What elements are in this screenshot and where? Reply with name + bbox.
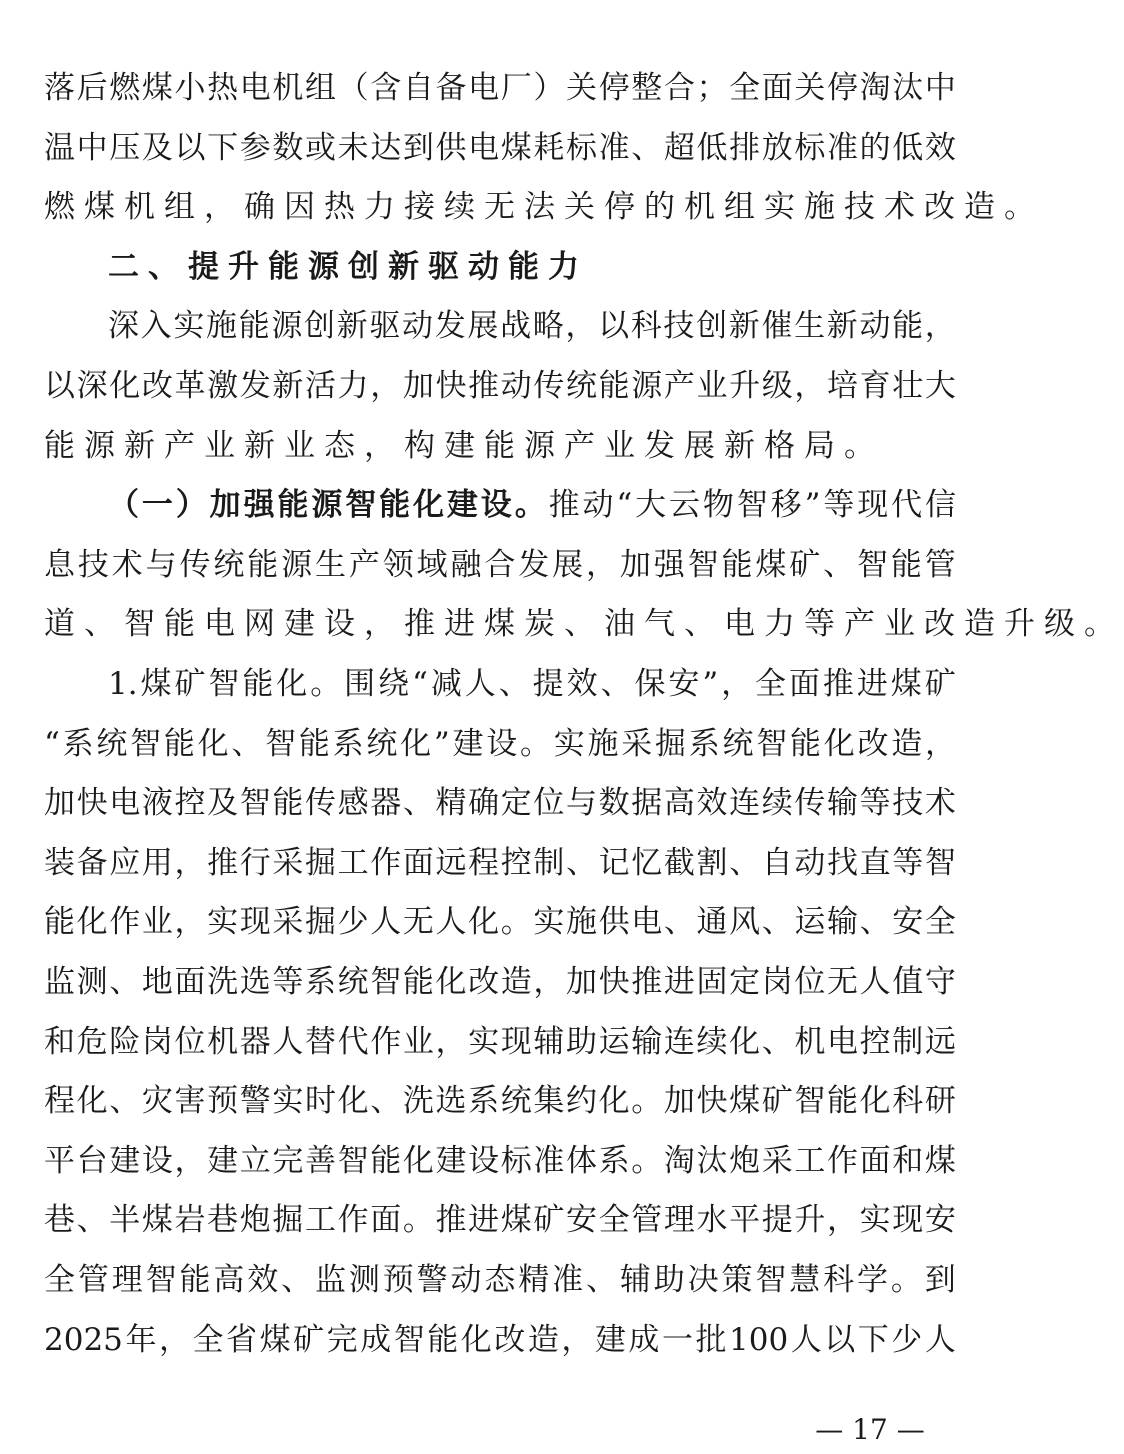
text-line: 能 源 新 产 业 新 业 态 ， 构 建 能 源 产 业 发 展 新 格 局 。 — [44, 427, 884, 464]
text-line: 巷 、 半 煤 岩 巷 炮 掘 工 作 面 。 推 进 煤 矿 安 全 管 理 水 平 提 升 ， 实 现 安 — [44, 1202, 956, 1239]
section-heading: 二 、 提 升 能 源 创 新 驱 动 能 力 — [108, 248, 588, 285]
text-line: 平 台 建 设 ， 建 立 完 善 智 能 化 建 设 标 准 体 系 。 淘 汰 炮 采 工 作 面 和 煤 — [44, 1142, 956, 1179]
text-line: （ 一 ） 加 强 能 源 智 能 化 建 设 。 推 动 “ 大 云 物 智 移 ” 等 现 代 信 — [108, 487, 956, 524]
text-line: 装 备 应 用 ， 推 行 采 掘 工 作 面 远 程 控 制 、 记 忆 截 割 、 自 动 找 直 等 智 — [44, 844, 956, 881]
text-line: 2025 年 ， 全 省 煤 矿 完 成 智 能 化 改 造 ， 建 成 一 批 100 人 以 下 少 人 — [44, 1321, 956, 1358]
text-line: 温 中 压 及 以 下 参 数 或 未 达 到 供 电 煤 耗 标 准 、 超 低 排 放 标 准 的 低 效 — [44, 129, 956, 166]
text-line: 以 深 化 改 革 激 发 新 活 力 ， 加 快 推 动 传 统 能 源 产 业 升 级 ， 培 育 壮 大 — [44, 368, 956, 404]
text-line: 1. 煤 矿 智 能 化 。 围 绕 “ 减 人 、 提 效 、 保 安 ” ， 全 面 推 进 煤 矿 — [108, 666, 956, 702]
text-line: 落 后 燃 煤 小 热 电 机 组 （ 含 自 备 电 厂 ） 关 停 整 合 ； 全 面 关 停 淘 汰 中 — [44, 70, 956, 106]
text-line: 和 危 险 岗 位 机 器 人 替 代 作 业 ， 实 现 辅 助 运 输 连 续 化 、 机 电 控 制 远 — [44, 1023, 956, 1060]
text-line: 燃 煤 机 组 ， 确 因 热 力 接 续 无 法 关 停 的 机 组 实 施 技 术 改 造 。 — [44, 189, 1044, 226]
text-line: 深 入 实 施 能 源 创 新 驱 动 发 展 战 略 ， 以 科 技 创 新 催 生 新 动 能 ， — [108, 308, 956, 345]
text-line: 全 管 理 智 能 高 效 、 监 测 预 警 动 态 精 准 、 辅 助 决 策 智 慧 科 学 。 到 — [44, 1262, 956, 1298]
text-line: 道 、 智 能 电 网 建 设 ， 推 进 煤 炭 、 油 气 、 电 力 等 产 业 改 造 升 级 。 — [44, 606, 1124, 643]
text-line: 加 快 电 液 控 及 智 能 传 感 器 、 精 确 定 位 与 数 据 高 效 连 续 传 输 等 技 术 — [44, 785, 956, 822]
text-line: 监 测 、 地 面 洗 选 等 系 统 智 能 化 改 造 ， 加 快 推 进 固 定 岗 位 无 人 值 守 — [44, 964, 956, 1000]
text-line: 息 技 术 与 传 统 能 源 生 产 领 域 融 合 发 展 ， 加 强 智 能 煤 矿 、 智 能 管 — [44, 546, 956, 583]
text-line: 能 化 作 业 ， 实 现 采 掘 少 人 无 人 化 。 实 施 供 电 、 通 风 、 运 输 、 安 全 — [44, 904, 956, 941]
text-line: 程 化 、 灾 害 预 警 实 时 化 、 洗 选 系 统 集 约 化 。 加 快 煤 矿 智 能 化 科 研 — [44, 1083, 956, 1120]
text-line: “ 系 统 智 能 化 、 智 能 系 统 化 ” 建 设 。 实 施 采 掘 系 统 智 能 化 改 造 ， — [44, 725, 956, 762]
page-number: — 17 — — [815, 1413, 925, 1446]
